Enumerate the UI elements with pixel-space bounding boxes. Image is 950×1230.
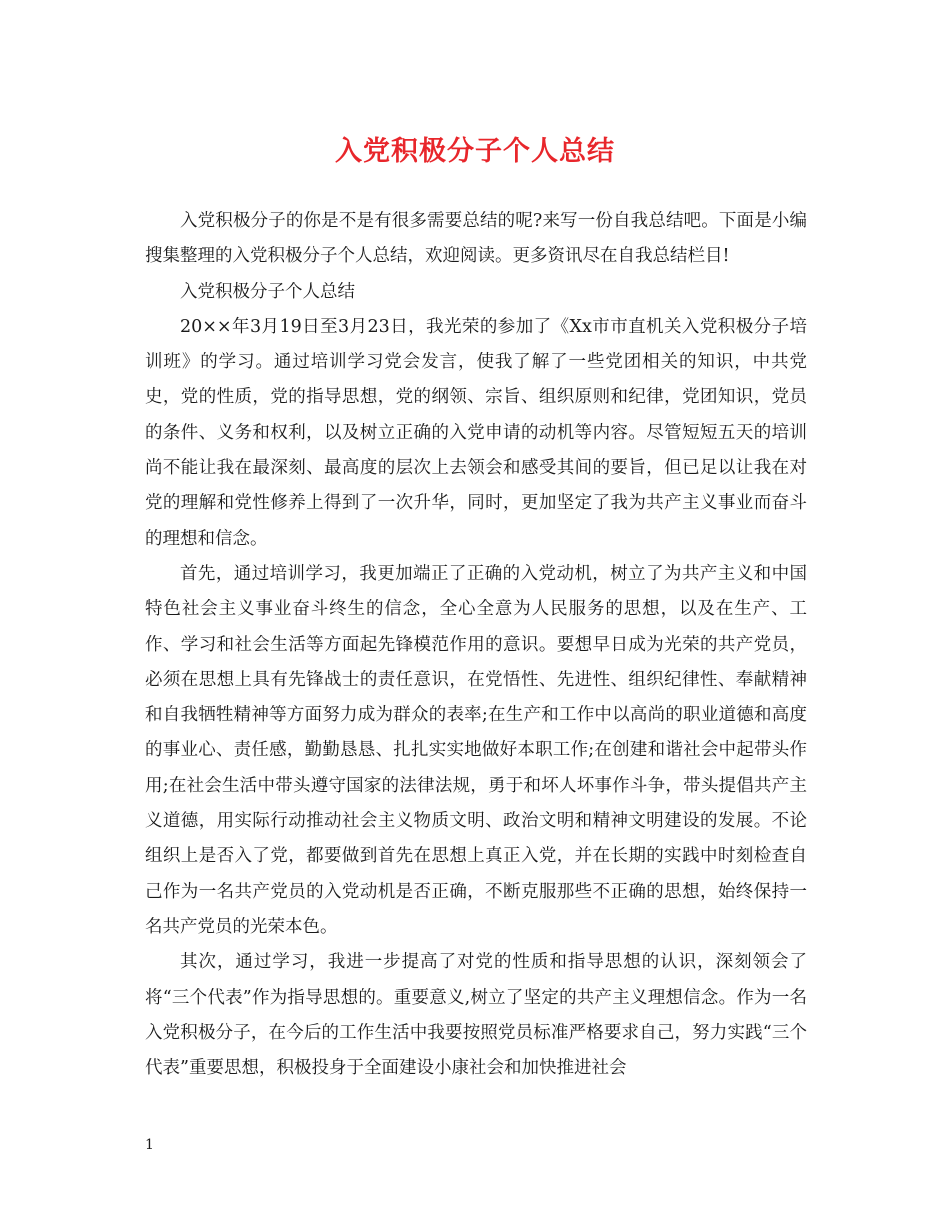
document-title: 入党积极分子个人总结 [335, 136, 615, 167]
paragraph-second: 其次，通过学习，我进一步提高了对党的性质和指导思想的认识，深刻领会了将“三个代表”作为指导思想的。重要意义,树立了坚定的共产主义理想信念。作为一名入党积极分子，在今后的工作生活中我要按照党员标准严格要求自己，努力实践“三个代表”重要思想，积极投身于全面建设小康社会和加快推进社会 [145, 952, 807, 1079]
page-number: 1 [145, 1137, 154, 1153]
paragraph-training: 20××年3月19日至3月23日，我光荣的参加了《Xx市市直机关入党积极分子培训班》的学习。通过培训学习党会发言，使我了解了一些党团相关的知识，中共党史，党的性质，党的指导思想，党的纲领、宗旨、组织原则和纪律，党团知识，党员的条件、义务和权利，以及树立正确的入党申请的动机等内容。尽管短短五天的培训尚不能让我在最深刻、最高度的层次上去领会和感受其间的要旨，但已足以让我在对党的理解和党性修养上得到了一次升华，同时，更加坚定了我为共产主义事业而奋斗的理想和信念。 [145, 316, 807, 549]
paragraph-subtitle: 入党积极分子个人总结 [180, 281, 355, 302]
document-body [145, 204, 807, 1086]
paragraph-first: 首先，通过培训学习，我更加端正了正确的入党动机，树立了为共产主义和中国特色社会主义事业奋斗终生的信念，全心全意为人民服务的思想，以及在生产、工作、学习和社会生活等方面起先锋模范作用的意识。要想早日成为光荣的共产党员，必须在思想上具有先锋战士的责任意识，在党悟性、先进性、组织纪律性、奉献精神和自我牺牲精神等方面努力成为群众的表率;在生产和工作中以高尚的职业道德和高度的事业心、责任感，勤勤恳恳、扎扎实实地做好本职工作;在创建和谐社会中起带头作用;在社会生活中带头遵守国家的法律法规，勇于和坏人坏事作斗争，带头提倡共产主义道德，用实际行动推动社会主义物质文明、政治文明和精神文明建设的发展。不论组织上是否入了党，都要做到首先在思想上真正入党，并在长期的实践中时刻检查自己作为一名共产党员的入党动机是否正确，不断克服那些不正确的思想，始终保持一名共产党员的光荣本色。 [145, 563, 807, 937]
paragraph-intro: 入党积极分子的你是不是有很多需要总结的呢?来写一份自我总结吧。下面是小编搜集整理的入党积极分子个人总结，欢迎阅读。更多资讯尽在自我总结栏目! [145, 211, 807, 267]
